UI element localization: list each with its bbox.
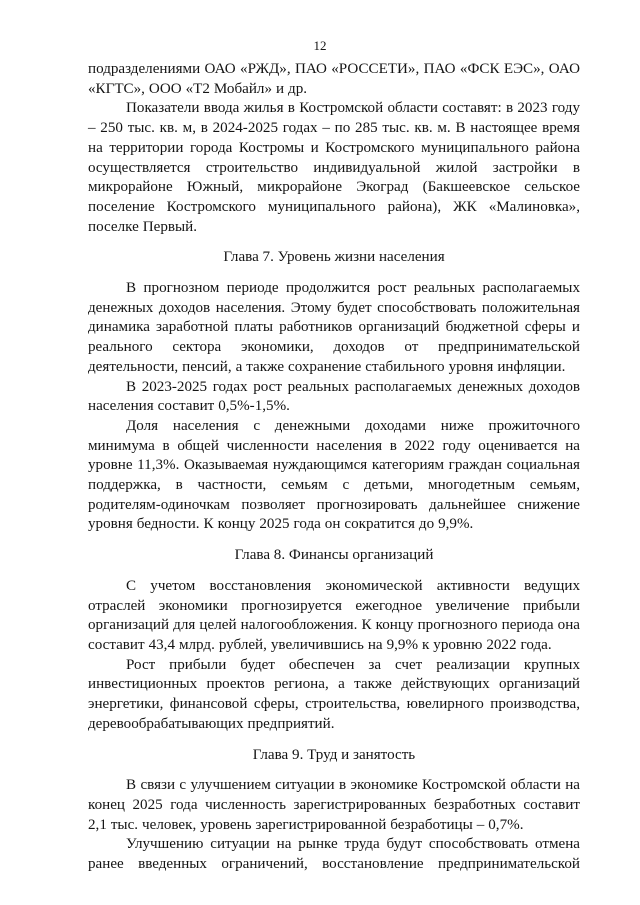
document-body bbox=[88, 60, 580, 875]
paragraph: Улучшению ситуации на рынке труда будут способствовать отмена ранее введенных ограничений, восстановление предпринимательской bbox=[88, 836, 580, 873]
paragraph: В связи с улучшением ситуации в экономике Костромской области на конец 2025 года численность зарегистрированных безработных составит 2,1 тыс. человек, уровень зарегистрированной безработицы – 0,7%. bbox=[88, 777, 580, 833]
paragraph: Доля населения с денежными доходами ниже прожиточного минимума в общей численности населения в 2022 году оценивается на уровне 11,3%. Оказываемая нуждающимся категориям граждан социальная поддержка, в частности, семьям с детьми, многодетным семьям, родителям-одиночкам позволяет прогнозировать дальнейшее снижение уровня бедности. К концу 2025 года он сократится до 9,9%. bbox=[88, 417, 580, 533]
page-number: 12 bbox=[313, 38, 327, 53]
paragraph: В прогнозном периоде продолжится рост реальных располагаемых денежных доходов населения. Этому будет способствовать положительная динамика заработной платы работников организаций бюджетной сферы и реального сектора экономики, доходов от предпринимательской деятельности, пенсий, а также сохранение стабильного уровня инфляции. bbox=[88, 280, 580, 375]
chapter-heading: Глава 7. Уровень жизни населения bbox=[223, 249, 445, 266]
paragraph: подразделениями ОАО «РЖД», ПАО «РОССЕТИ», ПАО «ФСК ЕЭС», ОАО «КГТС», ООО «Т2 Мобайл» и др. bbox=[88, 61, 580, 97]
paragraph: Показатели ввода жилья в Костромской области составят: в 2023 году – 250 тыс. кв. м, в 2024-2025 годах – по 285 тыс. кв. м. В настоящее время на территории города Костромы и Костромского муниципального района осуществляется строительство индивидуальной жилой застройки в микрорайоне Южный, микрорайоне Экоград (Бакшеевское сельское поселение Костромского муниципального района), ЖК «Малиновка», поселке Первый. bbox=[88, 100, 580, 235]
chapter-heading: Глава 9. Труд и занятость bbox=[252, 746, 416, 763]
paragraph: В 2023-2025 годах рост реальных располагаемых денежных доходов населения составит 0,5%-1,5%. bbox=[88, 378, 580, 415]
paragraph: Рост прибыли будет обеспечен за счет реализации крупных инвестиционных проектов региона, а также действующих организаций энергетики, финансовой сферы, строительства, ювелирного производства, деревообрабатывающих предприятий. bbox=[88, 656, 580, 732]
paragraph: С учетом восстановления экономической активности ведущих отраслей экономики прогнозируется ежегодное увеличение прибыли организаций для целей налогообложения. К концу прогнозного периода она составит 43,4 млрд. рублей, увеличившись на 9,9% к уровню 2022 года. bbox=[88, 577, 580, 653]
chapter-heading: Глава 8. Финансы организаций bbox=[234, 547, 434, 564]
